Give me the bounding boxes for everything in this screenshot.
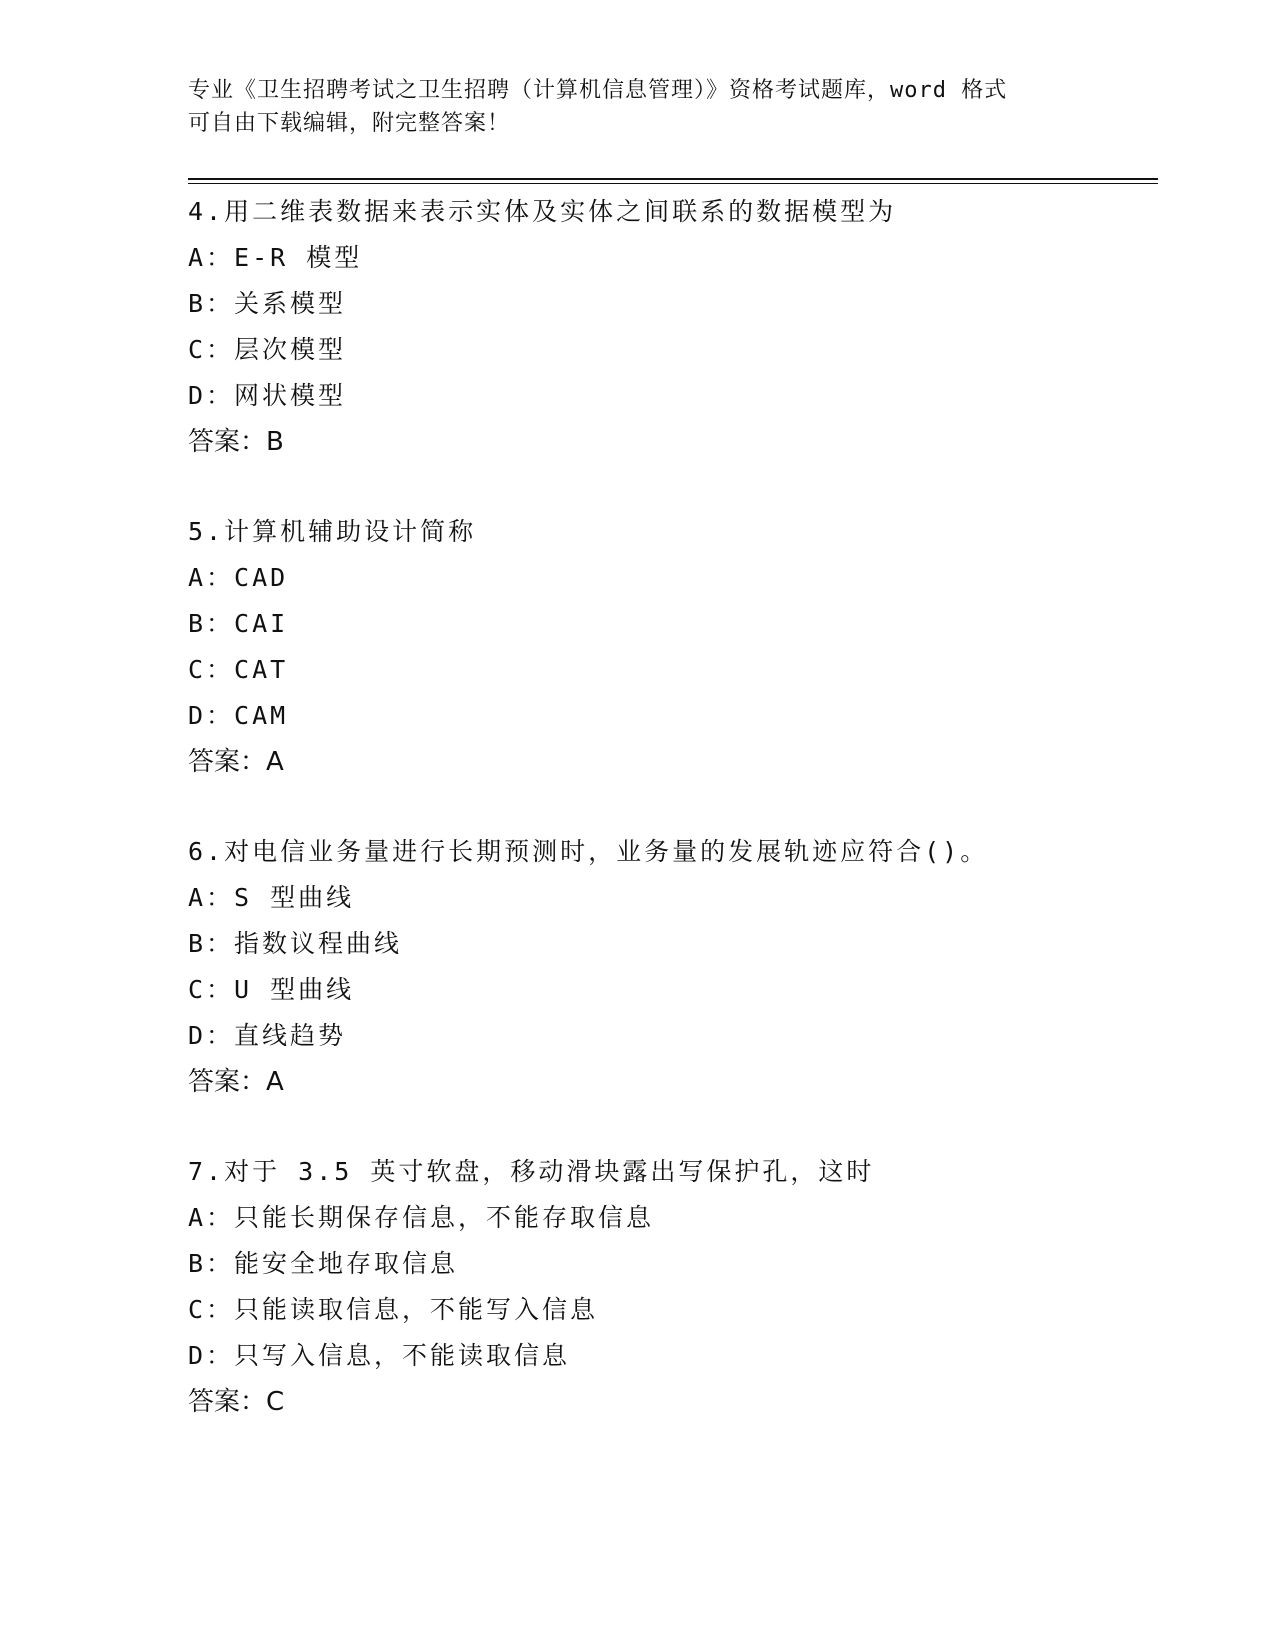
question-stem: 5.计算机辅助设计简称 — [188, 517, 477, 546]
header-line-1: 专业《卫生招聘考试之卫生招聘（计算机信息管理）》资格考试题库，word 格式 — [188, 78, 1008, 103]
document-header — [188, 74, 1088, 140]
answer-line: 答案：C — [188, 1387, 285, 1417]
question-stem: 4.用二维表数据来表示实体及实体之间联系的数据模型为 — [188, 197, 897, 226]
option-d: D：直线趋势 — [188, 1021, 347, 1050]
option-b: B：关系模型 — [188, 289, 347, 318]
header-divider-thin — [188, 183, 1158, 184]
option-b: B：指数议程曲线 — [188, 929, 403, 958]
option-b: B：CAI — [188, 609, 289, 638]
answer-line: 答案：A — [188, 747, 284, 777]
question-stem: 7.对于 3.5 英寸软盘，移动滑块露出写保护孔，这时 — [188, 1157, 875, 1186]
option-a: A：只能长期保存信息，不能存取信息 — [188, 1203, 655, 1232]
header-divider-thick — [188, 178, 1158, 180]
question-block — [188, 189, 1148, 465]
option-a: A：CAD — [188, 563, 289, 592]
option-a: A：E-R 模型 — [188, 243, 363, 272]
answer-line: 答案：A — [188, 1067, 284, 1097]
option-c: C：层次模型 — [188, 335, 347, 364]
header-line-2: 可自由下载编辑，附完整答案！ — [188, 111, 511, 136]
option-b: B：能安全地存取信息 — [188, 1249, 459, 1278]
option-c: C：CAT — [188, 655, 289, 684]
question-block — [188, 829, 1148, 1105]
option-d: D：CAM — [188, 701, 289, 730]
option-a: A：S 型曲线 — [188, 883, 355, 912]
question-block — [188, 1149, 1148, 1425]
question-block — [188, 509, 1148, 785]
answer-line: 答案：B — [188, 427, 284, 457]
option-d: D：只写入信息，不能读取信息 — [188, 1341, 571, 1370]
option-c: C：U 型曲线 — [188, 975, 355, 1004]
question-stem: 6.对电信业务量进行长期预测时，业务量的发展轨迹应符合()。 — [188, 837, 989, 866]
option-d: D：网状模型 — [188, 381, 347, 410]
option-c: C：只能读取信息，不能写入信息 — [188, 1295, 599, 1324]
